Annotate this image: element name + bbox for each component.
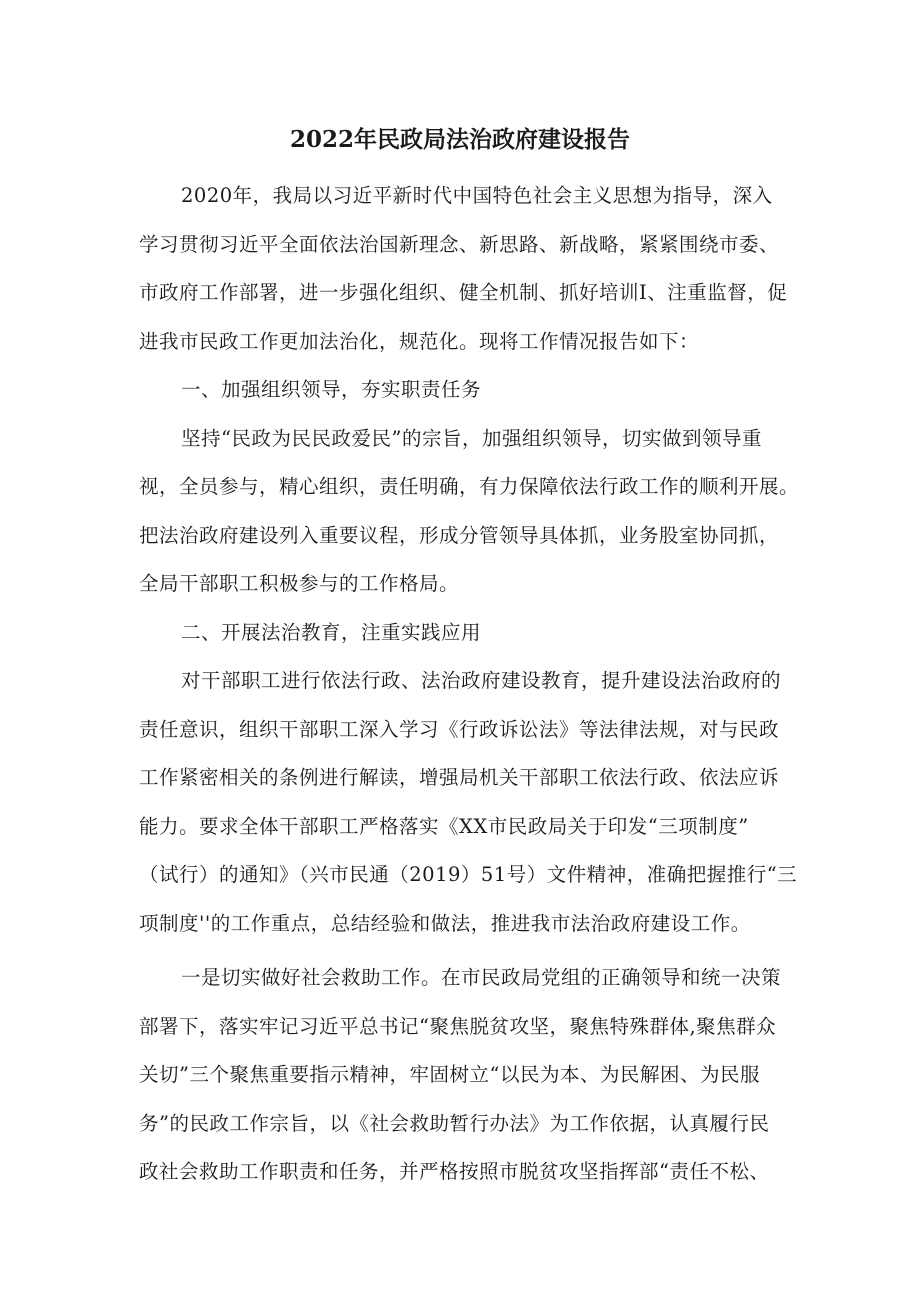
paragraph-line: 进我市民政工作更加法治化，规范化。现将工作情况报告如下： — [139, 329, 700, 353]
paragraph-line: 政社会救助工作职责和任务，并严格按照市脱贫攻坚指挥部“责任不松、 — [139, 1160, 770, 1183]
paragraph-line: 关切”三个聚焦重要指示精神，牢固树立“以民为本、为民解困、为民服 — [139, 1063, 760, 1086]
paragraph-line: 把法治政府建设列入重要议程，形成分管领导具体抓，业务股室协同抓， — [139, 523, 780, 547]
paragraph-line: 视，全员参与，精心组织，责任明确，有力保障依法行政工作的顺利开展。 — [139, 475, 800, 498]
section-heading-1: 一、加强组织领导，夯实职责任务 — [181, 378, 482, 401]
paragraph-line: 坚持“民政为民民政爱民”的宗旨，加强组织领导，切实做到领导重 — [181, 426, 762, 450]
section-heading-2: 二、开展法治教育，注重实践应用 — [181, 620, 482, 644]
paragraph-line: 部署下，落实牢记习近平总书记“聚焦脱贫攻坚，聚焦特殊群体,聚焦群众 — [139, 1014, 777, 1038]
paragraph-line: 市政府工作部署，进一步强化组织、健全机制、抓好培训I、注重监督，促 — [139, 281, 788, 304]
paragraph-line: 学习贯彻习近平全面依法治国新理念、新思路、新战略，紧紧围绕市委、 — [139, 232, 780, 256]
paragraph-line: 2020年，我局以习近平新时代中国特色社会主义思想为指导，深入 — [181, 184, 773, 207]
paragraph-line: 对干部职工进行依法行政、法治政府建设教育，提升建设法治政府的 — [181, 669, 782, 692]
document-title: 2022年民政局法治政府建设报告 — [289, 126, 630, 153]
paragraph-line: 工作紧密相关的条例进行解读，增强局机关干部职工依法行政、依法应诉 — [139, 766, 780, 789]
paragraph-line: 能力。要求全体干部职工严格落实《XX市民政局关于印发“三项制度” — [139, 814, 749, 838]
paragraph-line: 务”的民政工作宗旨，以《社会救助暂行办法》为工作依据，认真履行民 — [139, 1111, 770, 1135]
paragraph-line: 一是切实做好社会救助工作。在市民政局党组的正确领导和统一决策 — [181, 966, 782, 989]
paragraph-line: 全局干部职工积极参与的工作格局。 — [139, 572, 460, 595]
paragraph-line: （试行）的通知》（兴市民通（2019）51号）文件精神，准确把握推行“三 — [139, 863, 798, 886]
paragraph-line: 项制度''的工作重点，总结经验和做法，推进我市法治政府建设工作。 — [139, 911, 751, 935]
paragraph-line: 责任意识，组织干部职工深入学习《行政诉讼法》等法律法规，对与民政 — [139, 717, 780, 741]
document-body — [139, 172, 800, 1197]
